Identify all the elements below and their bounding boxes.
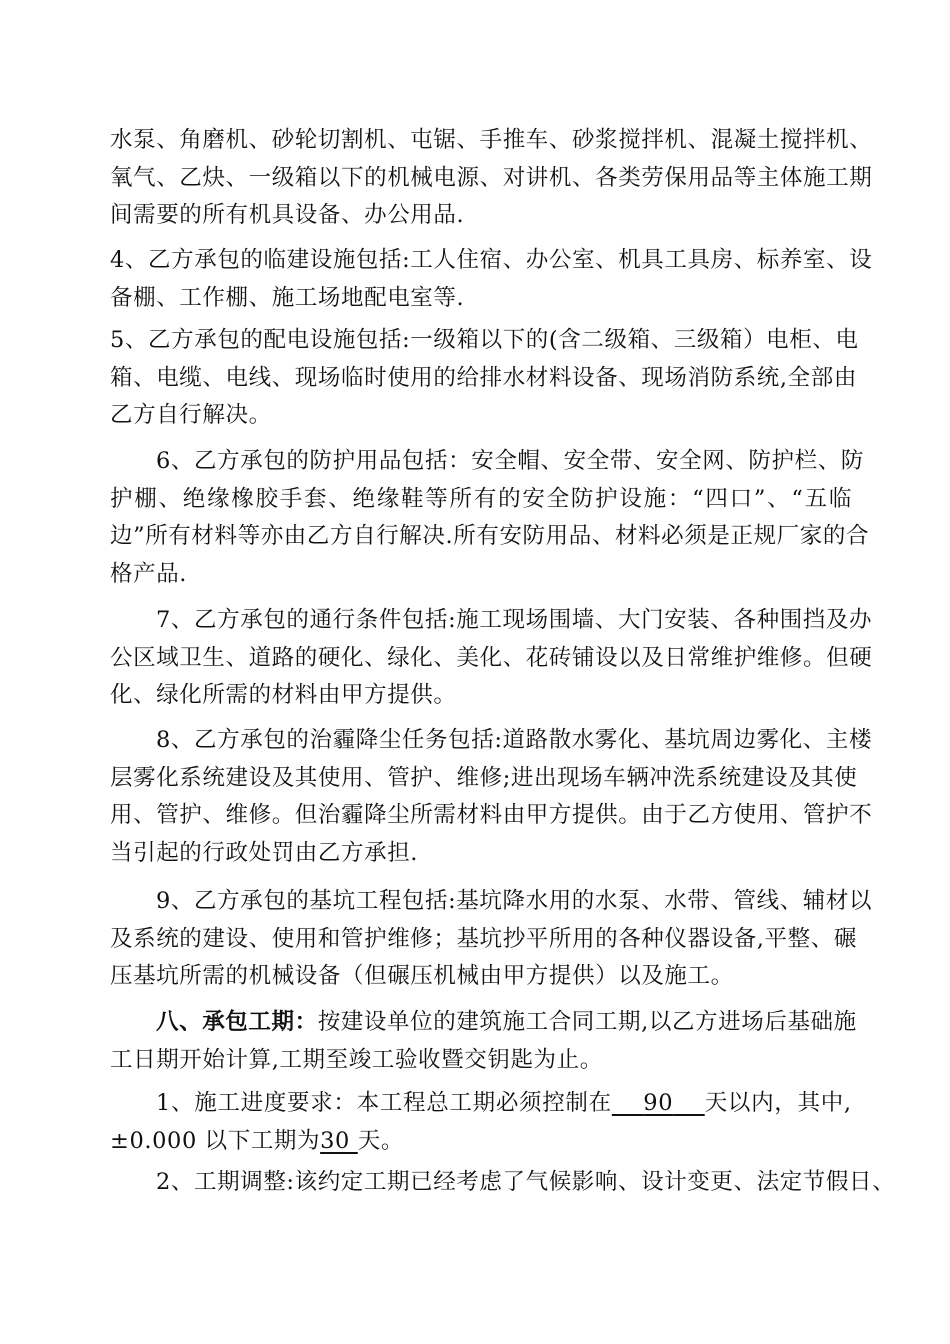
text-line: 间需要的所有机具设备、办公用品. <box>110 202 465 228</box>
paragraph-item-6 <box>110 443 870 593</box>
text-line: 乙方自行解决。 <box>110 402 272 428</box>
text-line: 6、乙方承包的防护用品包括：安全帽、安全带、安全网、防护栏、防 <box>156 448 864 474</box>
section-text: 按建设单位的建筑施工合同工期,以乙方进场后基础施 <box>317 1009 857 1035</box>
text-line: 2、工期调整:该约定工期已经考虑了气候影响、设计变更、法定节假日、 <box>156 1169 896 1195</box>
text-line: 边”所有材料等亦由乙方自行解决.所有安防用品、材料必须是正规厂家的合 <box>110 523 870 549</box>
below-zero-suffix: 天。 <box>357 1127 404 1154</box>
text-line: 及系统的建设、使用和管护维修；基坑抄平所用的各种仪器设备,平整、碾 <box>110 925 857 952</box>
text-line: 压基坑所需的机械设备（但碾压机械由甲方提供）以及施工。 <box>110 963 734 989</box>
paragraph-item-9 <box>110 883 873 996</box>
text-line: 工日期开始计算,工期至竣工验收暨交钥匙为止。 <box>110 1046 603 1073</box>
text-line: 备棚、工作棚、施工场地配电室等. <box>110 284 465 311</box>
paragraph-schedule-requirement <box>110 1085 852 1160</box>
text-line <box>110 1004 857 1042</box>
blank-underline-trail <box>350 1128 358 1154</box>
blank-underline-lead <box>612 1090 643 1116</box>
text-line: 用、管护、维修。但治霾降尘所需材料由甲方提供。由于乙方使用、管护不 <box>110 802 873 828</box>
text-line: 水泵、角磨机、砂轮切割机、屯锯、手推车、砂浆搅拌机、混凝土搅拌机、 <box>110 127 873 153</box>
total-days-value: 90 <box>643 1090 674 1116</box>
text-line: 层雾化系统建设及其使用、管护、维修;进出现场车辆冲洗系统建设及其使 <box>110 764 858 791</box>
text-line <box>110 1085 852 1123</box>
text-line: 8、乙方承包的治霾降尘任务包括:道路散水雾化、基坑周边雾化、主楼 <box>156 727 873 753</box>
text-line: 5、乙方承包的配电设施包括:一级箱以下的(含二级箱、三级箱）电柜、电 <box>110 327 859 353</box>
paragraph-equipment-continued <box>110 122 873 235</box>
text-line <box>110 1123 852 1161</box>
text-line: 格产品. <box>110 560 188 587</box>
text-line: 箱、电缆、电线、现场临时使用的给排水材料设备、现场消防系统,全部由 <box>110 364 857 391</box>
text-line: 化、绿化所需的材料由甲方提供。 <box>110 682 457 708</box>
text-line: 公区域卫生、道路的硬化、绿化、美化、花砖铺设以及日常维护维修。但硬 <box>110 644 873 671</box>
blank-underline-trail <box>673 1090 704 1116</box>
below-zero-days-value: 30 <box>320 1127 350 1154</box>
paragraph-item-5 <box>110 322 859 435</box>
section-8-construction-period <box>110 1004 857 1079</box>
item-1-prefix: 1、施工进度要求：本工程总工期必须控制在 <box>156 1090 612 1116</box>
text-line: 护棚、绝缘橡胶手套、绝缘鞋等所有的安全防护设施：“四口”、“五临 <box>110 485 852 512</box>
text-line: 4、乙方承包的临建设施包括:工人住宿、办公室、机具工具房、标养室、设 <box>110 247 873 273</box>
text-line: 7、乙方承包的通行条件包括:施工现场围墙、大门安装、各种围挡及办 <box>156 607 873 633</box>
text-line: 当引起的行政处罚由乙方承担. <box>110 839 419 866</box>
paragraph-item-8 <box>110 722 873 872</box>
text-line: 氧气、乙炔、一级箱以下的机械电源、对讲机、各类劳保用品等主体施工期 <box>110 164 873 191</box>
section-heading: 八、承包工期： <box>156 1009 318 1035</box>
item-1-mid: 天以内，其中, <box>704 1090 852 1116</box>
paragraph-item-7 <box>110 602 873 715</box>
paragraph-item-4 <box>110 242 873 317</box>
paragraph-period-adjustment <box>110 1164 896 1202</box>
below-zero-prefix: ±0.000 以下工期为 <box>110 1127 321 1154</box>
text-line: 9、乙方承包的基坑工程包括:基坑降水用的水泵、水带、管线、辅材以 <box>156 888 873 914</box>
